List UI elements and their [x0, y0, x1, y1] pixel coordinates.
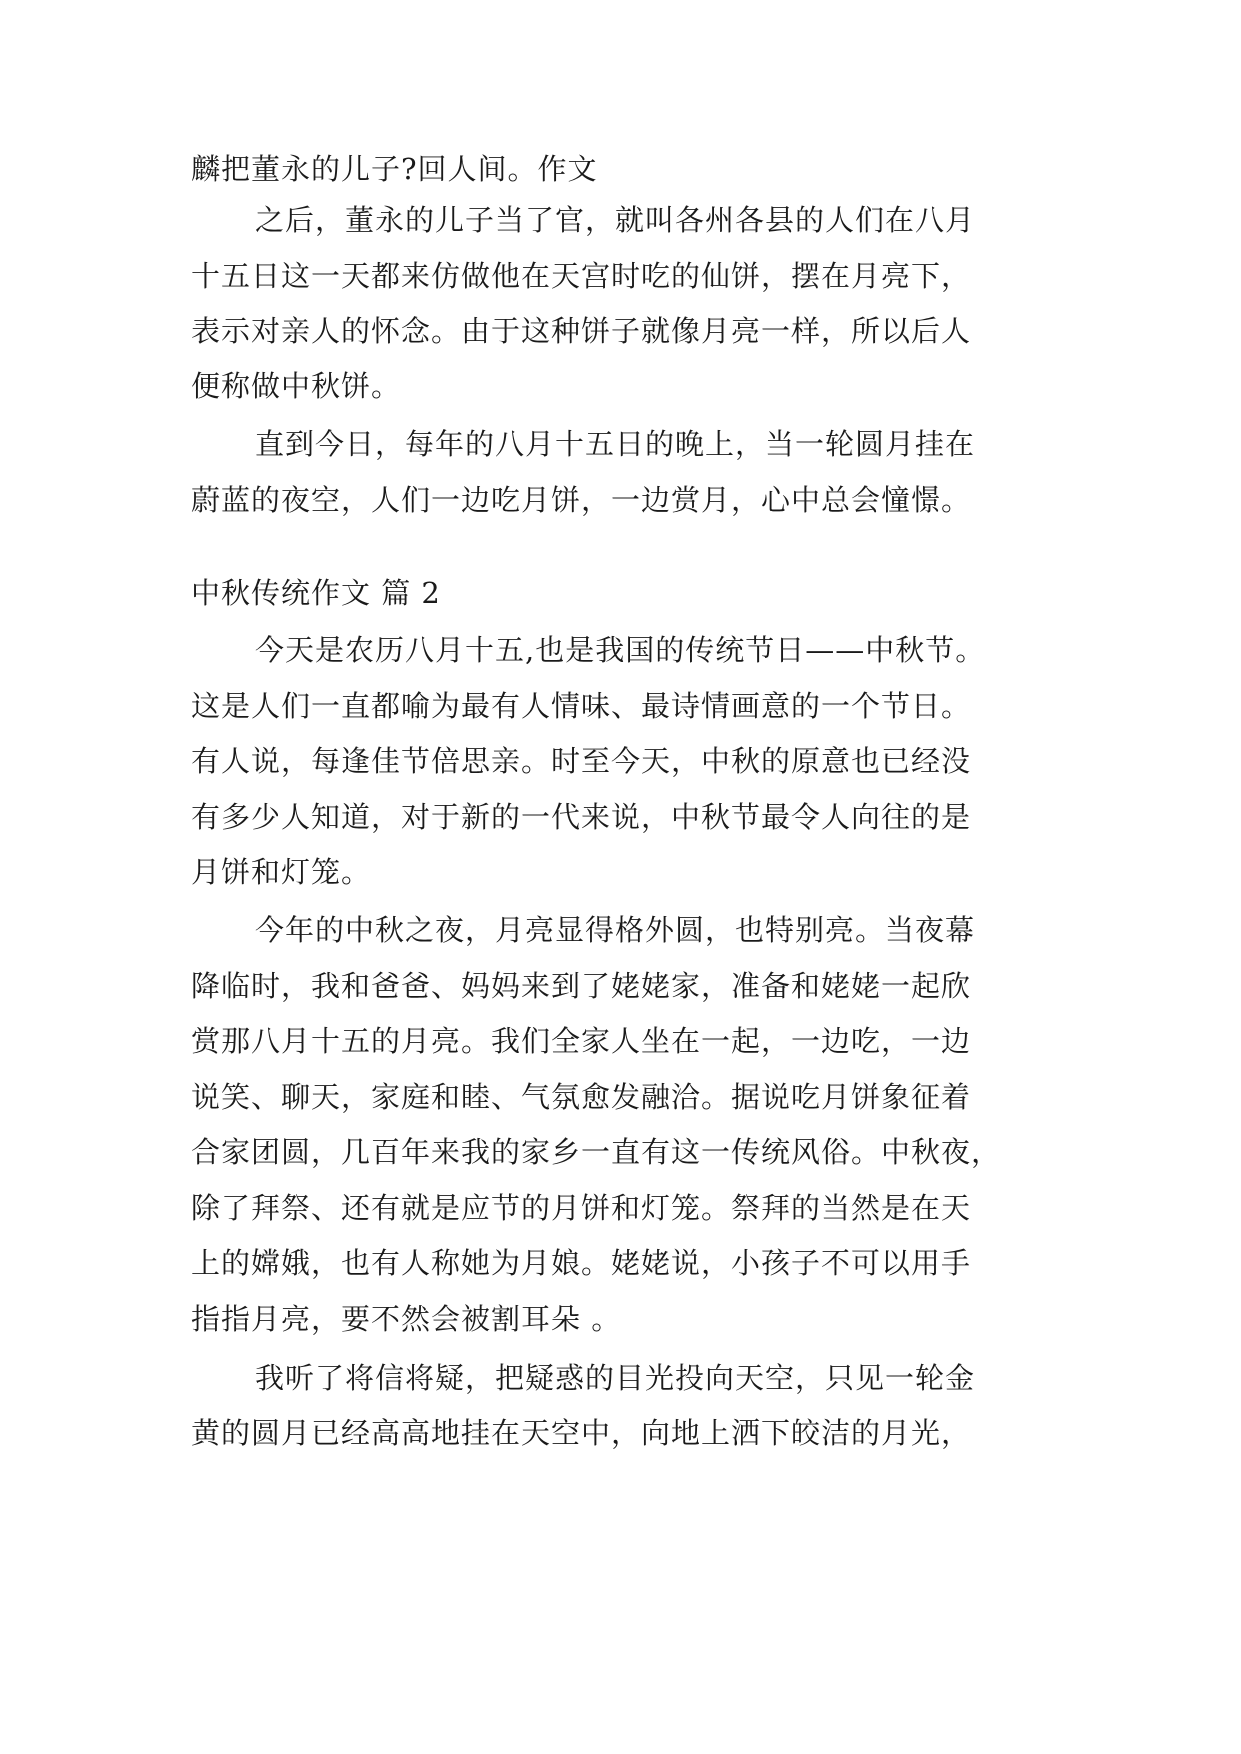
para1-line-4: 便称做中秋饼。	[191, 369, 402, 403]
para3-line-2: 这是人们一直都喻为最有人情味、最诗情画意的一个节日。	[191, 689, 972, 723]
para4-line-4: 说笑、聊天，家庭和睦、气氛愈发融洽。据说吃月饼象征着	[191, 1080, 972, 1114]
intro-tail-line: 麟把董永的儿子?回人间。作文	[191, 152, 598, 186]
para3-line-3: 有人说，每逢佳节倍思亲。时至今天，中秋的原意也已经没	[191, 744, 972, 778]
para1-line-3: 表示对亲人的怀念。由于这种饼子就像月亮一样，所以后人	[191, 314, 972, 348]
para4-line-5: 合家团圆，几百年来我的家乡一直有这一传统风俗。中秋夜，	[191, 1135, 1002, 1169]
para1-line-1: 之后，董永的儿子当了官，就叫各州各县的人们在八月	[255, 203, 976, 237]
para2-line-2: 蔚蓝的夜空，人们一边吃月饼，一边赏月，心中总会憧憬。	[191, 483, 972, 517]
para4-line-3: 赏那八月十五的月亮。我们全家人坐在一起，一边吃，一边	[191, 1024, 972, 1058]
section-heading: 中秋传统作文 篇 2	[191, 576, 441, 610]
para1-line-2: 十五日这一天都来仿做他在天宫时吃的仙饼，摆在月亮下，	[191, 259, 972, 293]
para4-line-6: 除了拜祭、还有就是应节的月饼和灯笼。祭拜的当然是在天	[191, 1191, 972, 1225]
para3-line-1: 今天是农历八月十五,也是我国的传统节日——中秋节。	[255, 633, 986, 667]
para5-line-2: 黄的圆月已经高高地挂在天空中，向地上洒下皎洁的月光，	[191, 1416, 972, 1450]
para3-line-4: 有多少人知道，对于新的一代来说，中秋节最令人向往的是	[191, 800, 972, 834]
para4-line-8: 指指月亮，要不然会被割耳朵 。	[191, 1302, 622, 1336]
para3-line-5: 月饼和灯笼。	[191, 855, 372, 889]
para4-line-7: 上的嫦娥，也有人称她为月娘。姥姥说，小孩子不可以用手	[191, 1246, 972, 1280]
para2-line-1: 直到今日，每年的八月十五日的晚上，当一轮圆月挂在	[255, 427, 976, 461]
para4-line-1: 今年的中秋之夜，月亮显得格外圆，也特别亮。当夜幕	[255, 913, 976, 947]
para5-line-1: 我听了将信将疑，把疑惑的目光投向天空，只见一轮金	[255, 1361, 976, 1395]
para4-line-2: 降临时，我和爸爸、妈妈来到了姥姥家，准备和姥姥一起欣	[191, 969, 972, 1003]
